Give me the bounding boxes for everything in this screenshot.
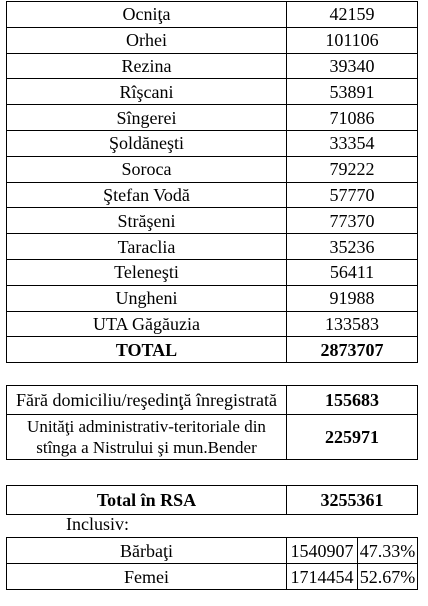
table-row bbox=[7, 156, 418, 182]
transnistria-value: 225971 bbox=[287, 415, 418, 460]
gender-label: Femei bbox=[7, 564, 287, 590]
district-value: 39340 bbox=[287, 53, 418, 79]
no-residence-value: 155683 bbox=[287, 386, 418, 415]
no-residence-label: Fără domiciliu/reşedinţă înregistrată bbox=[7, 386, 287, 415]
inclusive-label: Inclusiv: bbox=[66, 514, 129, 534]
table-row bbox=[7, 234, 418, 260]
district-name: UTA Găgăuzia bbox=[7, 311, 287, 337]
district-value: 77370 bbox=[287, 208, 418, 234]
total-label: TOTAL bbox=[7, 337, 287, 363]
district-population-table bbox=[6, 1, 418, 363]
gender-percent: 47.33% bbox=[358, 538, 418, 564]
district-value: 42159 bbox=[287, 2, 418, 28]
table-row bbox=[7, 53, 418, 79]
district-value: 53891 bbox=[287, 79, 418, 105]
table-row bbox=[7, 105, 418, 131]
no-residence-row bbox=[7, 386, 418, 415]
table-row bbox=[7, 79, 418, 105]
district-name: Sîngerei bbox=[7, 105, 287, 131]
gender-percent: 52.67% bbox=[358, 564, 418, 590]
district-value: 35236 bbox=[287, 234, 418, 260]
transnistria-row bbox=[7, 415, 418, 460]
table-row bbox=[7, 130, 418, 156]
table-row bbox=[7, 285, 418, 311]
table-row bbox=[7, 182, 418, 208]
district-name: Orhei bbox=[7, 27, 287, 53]
district-name: Teleneşti bbox=[7, 259, 287, 285]
rsa-total-row bbox=[7, 486, 418, 515]
district-name: Ştefan Vodă bbox=[7, 182, 287, 208]
transnistria-label: Unităţi administrativ-teritoriale din stînga a Nistrului şi mun.Bender bbox=[7, 415, 287, 460]
district-name: Ocniţa bbox=[7, 2, 287, 28]
gender-label: Bărbaţi bbox=[7, 538, 287, 564]
district-value: 79222 bbox=[287, 156, 418, 182]
total-row bbox=[7, 337, 418, 363]
gender-count: 1540907 bbox=[287, 538, 358, 564]
rsa-total-label: Total în RSA bbox=[7, 486, 287, 515]
gender-table bbox=[6, 537, 418, 590]
district-value: 56411 bbox=[287, 259, 418, 285]
district-value: 101106 bbox=[287, 27, 418, 53]
district-value: 133583 bbox=[287, 311, 418, 337]
table-row bbox=[7, 27, 418, 53]
table-row bbox=[7, 208, 418, 234]
district-name: Rîşcani bbox=[7, 79, 287, 105]
gender-count: 1714454 bbox=[287, 564, 358, 590]
district-name: Rezina bbox=[7, 53, 287, 79]
table-row bbox=[7, 259, 418, 285]
district-name: Taraclia bbox=[7, 234, 287, 260]
district-value: 91988 bbox=[287, 285, 418, 311]
district-value: 71086 bbox=[287, 105, 418, 131]
district-name: Ungheni bbox=[7, 285, 287, 311]
district-name: Şoldăneşti bbox=[7, 130, 287, 156]
district-value: 33354 bbox=[287, 130, 418, 156]
rsa-total-value: 3255361 bbox=[287, 486, 418, 515]
table-row bbox=[7, 2, 418, 28]
district-name: Străşeni bbox=[7, 208, 287, 234]
district-value: 57770 bbox=[287, 182, 418, 208]
gender-row-women bbox=[7, 564, 418, 590]
additional-population-table bbox=[6, 385, 418, 460]
total-value: 2873707 bbox=[287, 337, 418, 363]
table-row bbox=[7, 311, 418, 337]
district-name: Soroca bbox=[7, 156, 287, 182]
gender-row-men bbox=[7, 538, 418, 564]
rsa-total-table bbox=[6, 485, 418, 515]
